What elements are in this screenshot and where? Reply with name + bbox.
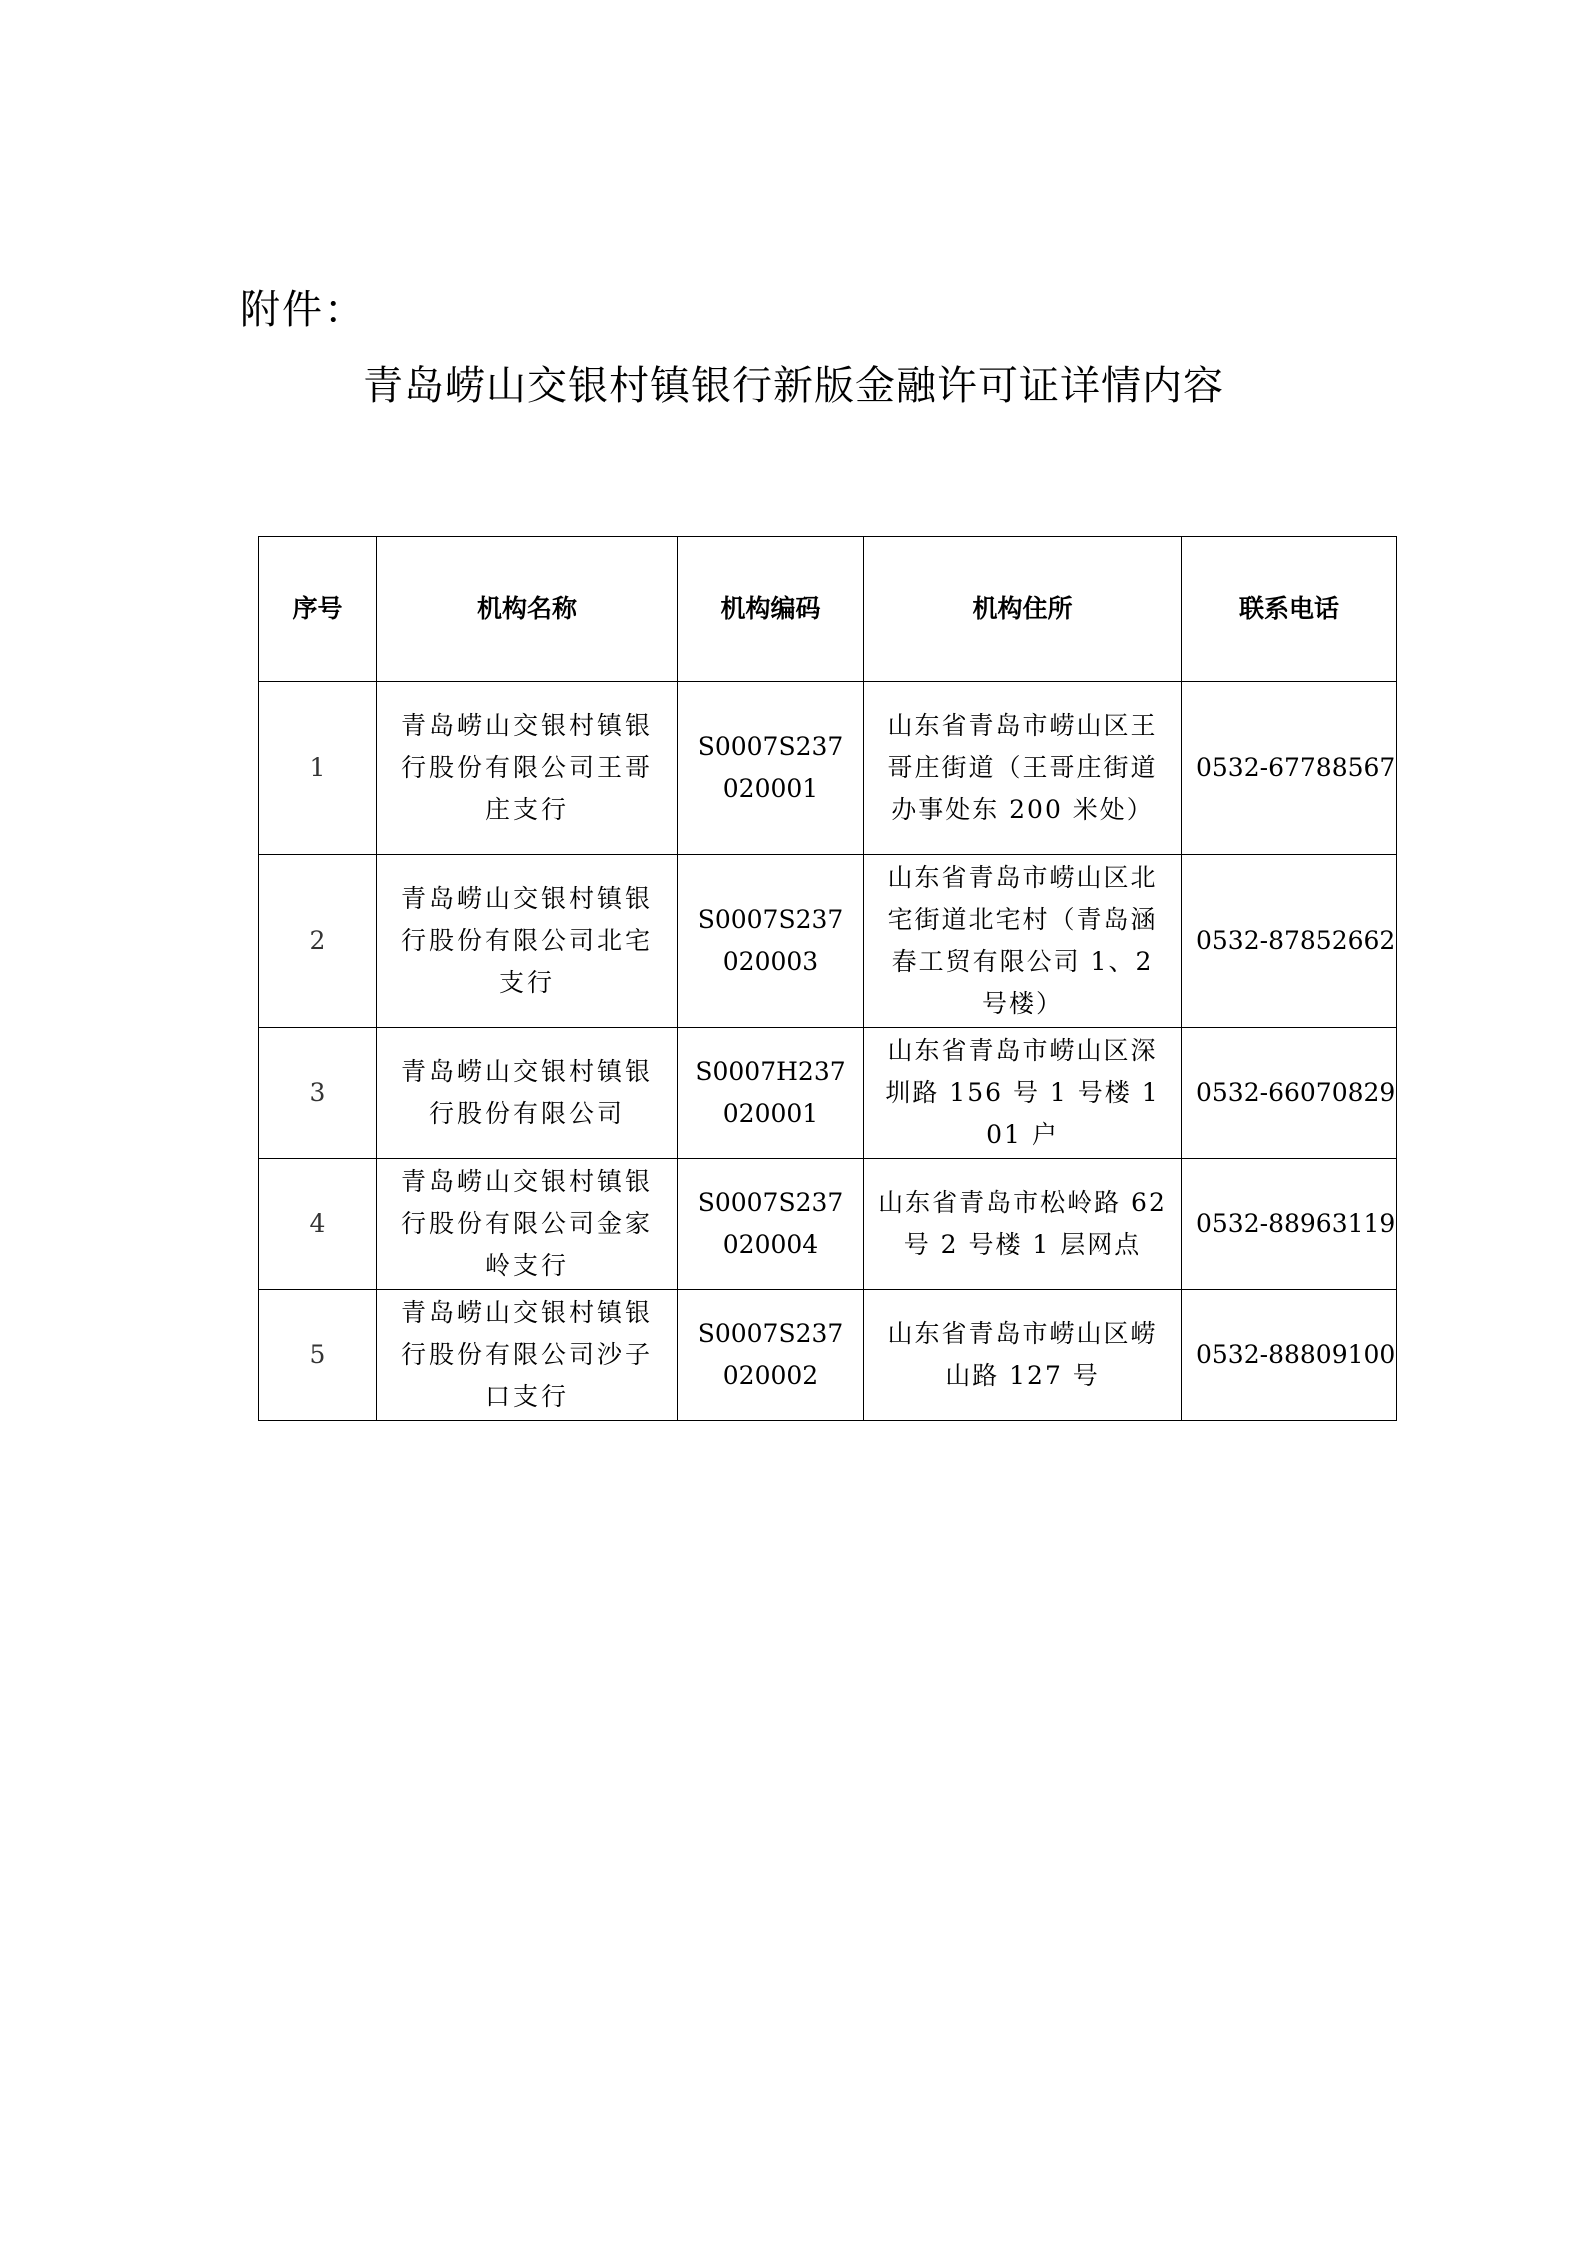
license-details-table [258,536,1397,1421]
institution-code: S0007S237020002 [678,1290,864,1421]
institution-name: 青岛崂山交银村镇银行股份有限公司王哥庄支行 [377,682,678,855]
row-number: 5 [259,1290,377,1421]
institution-name: 青岛崂山交银村镇银行股份有限公司 [377,1028,678,1159]
table-row [259,1028,1397,1159]
contact-phone: 0532-66070829 [1182,1028,1397,1159]
header-address: 机构住所 [864,537,1182,682]
header-name: 机构名称 [377,537,678,682]
header-code: 机构编码 [678,537,864,682]
header-no: 序号 [259,537,377,682]
institution-name: 青岛崂山交银村镇银行股份有限公司金家岭支行 [377,1159,678,1290]
institution-code: S0007S237020003 [678,855,864,1028]
institution-address: 山东省青岛市崂山区王哥庄街道（王哥庄街道办事处东 200 米处） [864,682,1182,855]
contact-phone: 0532-87852662 [1182,855,1397,1028]
institution-name: 青岛崂山交银村镇银行股份有限公司北宅支行 [377,855,678,1028]
institution-address: 山东省青岛市松岭路 62 号 2 号楼 1 层网点 [864,1159,1182,1290]
row-number: 1 [259,682,377,855]
header-phone: 联系电话 [1182,537,1397,682]
table-row [259,682,1397,855]
row-number: 4 [259,1159,377,1290]
institution-address: 山东省青岛市崂山区北宅街道北宅村（青岛涵春工贸有限公司 1、2 号楼） [864,855,1182,1028]
contact-phone: 0532-67788567 [1182,682,1397,855]
row-number: 2 [259,855,377,1028]
table-row [259,1159,1397,1290]
institution-code: S0007H237020001 [678,1028,864,1159]
row-number: 3 [259,1028,377,1159]
page-title: 青岛崂山交银村镇银行新版金融许可证详情内容 [363,363,1224,409]
contact-phone: 0532-88963119 [1182,1159,1397,1290]
institution-code: S0007S237020001 [678,682,864,855]
institution-name: 青岛崂山交银村镇银行股份有限公司沙子口支行 [377,1290,678,1421]
institution-code: S0007S237020004 [678,1159,864,1290]
contact-phone: 0532-88809100 [1182,1290,1397,1421]
table-header-row [259,537,1397,682]
table-row [259,855,1397,1028]
attachment-label: 附件： [240,287,366,333]
table-row [259,1290,1397,1421]
institution-address: 山东省青岛市崂山区深圳路 156 号 1 号楼 101 户 [864,1028,1182,1159]
institution-address: 山东省青岛市崂山区崂山路 127 号 [864,1290,1182,1421]
